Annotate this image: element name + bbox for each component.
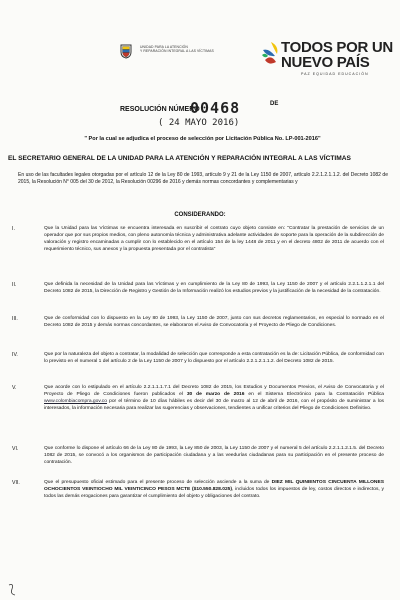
coat-of-arms-icon <box>118 43 134 59</box>
item-text-part: , incluidos todos los impuestos de ley, costos directos e indirectos, y todos las demás erogaciones para garantizar el cumplimiento del objeto y obligaciones del contrato. <box>44 486 384 499</box>
todos-por-un-nuevo-pais-logo <box>253 36 393 91</box>
item-text: Que de conformidad con lo dispuesto en la Ley 80 de 1993, la Ley 1150 de 2007, junto con sus decretos reglamentarios, en especial lo normado en el Decreto 1082 de 2015 y demás normas concordantes, se elaboraron el Aviso de Convocatoria y el Proyecto de Pliego de Condiciones. <box>44 316 384 328</box>
item-number: I. <box>12 226 15 232</box>
issuer-title: EL SECRETARIO GENERAL DE LA UNIDAD PARA LA ATENCIÓN Y REPARACIÓN INTEGRAL A LAS VÍCTIMAS <box>8 155 351 162</box>
item-number: IV. <box>12 352 18 358</box>
legal-basis-paragraph: En uso de las facultades legales otorgadas por el artículo 12 de la Ley 80 de 1993, artículo 9 y 21 de la Ley 1150 de 2007, artículo 2.2.1.2.1.1.2. del Decreto 1082 de 2015, la Resolución N° 005 del 30 de 2012, la Resolución 00296 de 2016 y demás normas concordantes y complementarias y <box>18 172 388 186</box>
agency-line-1: UNIDAD PARA LA ATENCIÓN <box>140 45 188 49</box>
item-number: III. <box>12 316 18 322</box>
logo-line-1: TODOS POR UN <box>281 39 393 56</box>
item-number: VII. <box>12 480 20 486</box>
resolution-number: 00468 <box>190 99 241 117</box>
item-text-part: Que acorde con lo estipulado en el artículo 2.2.1.1.1.7.1 del Decreto 1082 de 2015, los Estudios y Documentos Previos, el Aviso de Convocatoria y el Proyecto de Pliego de Condiciones fueron publicados el <box>44 385 384 397</box>
agency-line-2: Y REPARACIÓN INTEGRAL A LAS VÍCTIMAS <box>140 49 214 53</box>
item-text-part: en el Sistema Electrónico para la Contratación Pública <box>244 391 385 397</box>
item-number: V. <box>12 385 17 391</box>
resolution-purpose: " Por la cual se adjudica el proceso de selección por Licitación Pública No. LP-001-2016" <box>84 136 321 142</box>
resolution-heading <box>98 98 308 120</box>
item-text: Que por la naturaleza del objeto a contratar, la modalidad de selección que corresponde a esta contratación es la de: Licitación Pública, de conformidad con lo previsto en el numeral 1 del artículo 2 de la Ley 1150 de 2007 y lo dispuesto por el artículo 2.2.1.2.1.1.2. del Decreto 1082 de 2015. <box>44 352 384 364</box>
logo-line-2: NUEVO PAÍS <box>281 54 370 71</box>
item-text-part: por el término de 10 días hábiles es decir del 30 de marzo al 12 de abril de 2016, con el propósito de suministrar a los interesados, la información necesaria para realizar las sugerencias y observaciones, tendientes a unificar criterios del Pliego de Condiciones Definitivo. <box>44 398 384 411</box>
considerando-heading: CONSIDERANDO: <box>174 212 226 218</box>
item-text <box>44 385 384 413</box>
initials-signature-icon <box>8 583 17 597</box>
item-number: VI. <box>12 446 19 452</box>
publication-date: 30 de marzo de 2016 <box>186 391 245 397</box>
resolution-label: RESOLUCIÓN NÚMERO <box>120 106 200 113</box>
item-text: Que la Unidad para las Víctimas se encuentra interesada en suscribir el contrato cuyo objeto consiste en: "Contratar la prestación de servicios de un operador que por sus propios medios, con pleno autonomía técnica y administrativa adelante actividades de soporte para la operación de la subdirección de valoración y registro encaminadas a cumplir con lo establecido en el artículo 154 de la ley 1448 de 2011 y en el decreto 4802 de 2011 de acuerdo con el requerimiento técnico, sus anexos y la propuesta presentada por el contratista" <box>44 226 384 252</box>
budget-amount: DIEZ MIL QUINIENTOS CINCUENTA MILLONES OCHOCIENTOS VEINTIOCHO MIL VEINTICINCO PESOS MCTE ($10.550.828.025) <box>44 480 384 492</box>
resolution-de: DE <box>270 101 279 107</box>
letterhead <box>0 0 400 90</box>
item-text-part: Que el presupuesto oficial estimado para el presente proceso de selección asciende a la suma de <box>44 480 272 485</box>
logo-tagline: PAZ EQUIDAD EDUCACIÓN <box>301 72 369 76</box>
secop-link[interactable]: www.colombiacompra.gov.co <box>44 398 107 404</box>
item-text: Que definida la necesidad de la Unidad para las Víctimas y en cumplimiento de la Ley 80 de 1993, la Ley 1150 de 2007 y el artículo 2.2.1.1.2.1.1 del Decreto 1082 de 2015, la Dirección de Registro y Gestión de la Información realizó los estudios previos y la justificación de la necesidad de la contratación. <box>44 282 384 294</box>
nuevo-pais-swirl-icon <box>259 40 281 70</box>
agency-name <box>140 45 214 53</box>
item-text: Que conforme lo dispone el artículo 66 de la Ley 80 de 1993, la Ley 850 de 2003, la Ley 1150 de 2007 y el numeral 5 del artículo 2.2.1.1.2.1.5. del Decreto 1082 de 2015, se convocó a los organismos de participación ciudadana y a las veedurías ciudadanas para su participación en el presente proceso de contratación. <box>44 446 384 465</box>
item-text <box>44 480 384 501</box>
resolution-date: ( 24 MAYO 2016) <box>158 118 240 128</box>
item-number: II. <box>12 282 17 288</box>
